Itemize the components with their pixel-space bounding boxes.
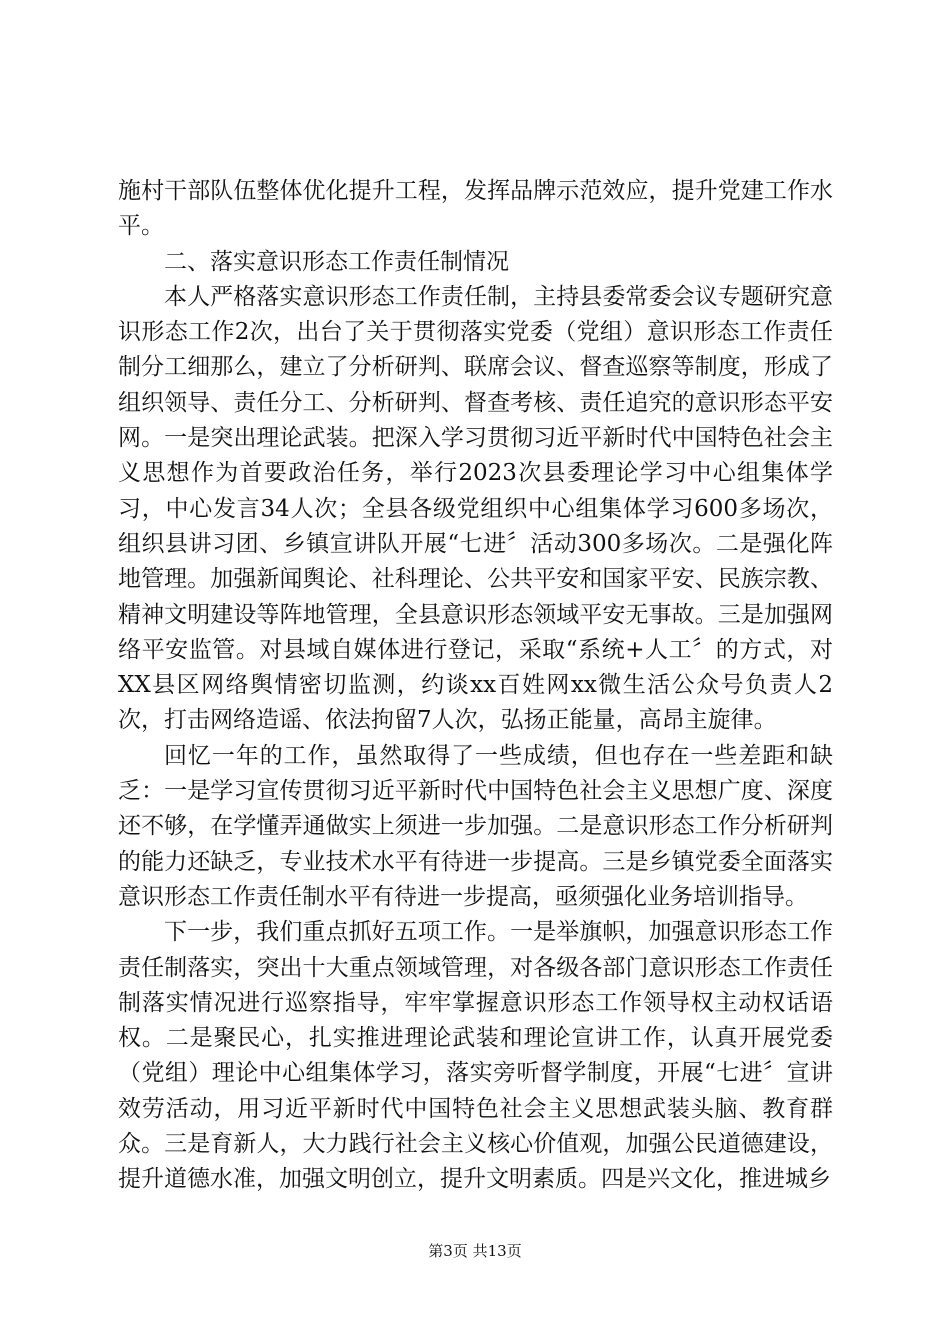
paragraph-review: 回忆一年的工作，虽然取得了一些成绩，但也存在一些差距和缺乏：一是学习宣传贯彻习近平新时代中国特色社会主义思想广度、深度还不够，在学懂弄通做实上须进一步加强。二是意识形态工作分析研判的能力还缺乏，专业技术水平有待进一步提高。三是乡镇党委全面落实意识形态工作责任制水平有待进一步提高，亟须强化业务培训指导。 (118, 742, 833, 910)
paragraph-continued: 施村干部队伍整体优化提升工程，发挥品牌示范效应，提升党建工作水平。 (118, 178, 833, 240)
document-body (118, 174, 833, 1198)
paragraph-next-steps: 下一步，我们重点抓好五项工作。一是举旗帜，加强意识形态工作责任制落实，突出十大重点领域管理，对各级各部门意识形态工作责任制落实情况进行巡察指导，牢牢掌握意识形态工作领导权主动权话语权。二是聚民心，扎实推进理论武装和理论宣讲工作，认真开展党委（党组）理论中心组集体学习，落实旁听督学制度，开展“七进〞宣讲效劳活动，用习近平新时代中国特色社会主义思想武装头脑、教育群众。三是育新人，大力践行社会主义核心价值观，加强公民道德建设，提升道德水准，加强文明创立，提升文明素质。四是兴文化，推进城乡 (118, 919, 833, 1193)
paragraph-responsibility: 本人严格落实意识形态工作责任制，主持县委常委会议专题研究意识形态工作2次，出台了关于贯彻落实党委（党组）意识形态工作责任制分工细那么，建立了分析研判、联席会议、督查巡察等制度，形成了组织领导、责任分工、分析研判、督查考核、责任追究的意识形态平安网。一是突出理论武装。把深入学习贯彻习近平新时代中国特色社会主义思想作为首要政治任务，举行2023次县委理论学习中心组集体学习，中心发言34人次；全县各级党组织中心组集体学习600多场次，组织县讲习团、乡镇宣讲队开展“七进〞活动300多场次。二是强化阵地管理。加强新闻舆论、社科理论、公共平安和国家平安、民族宗教、精神文明建设等阵地管理，全县意识形态领域平安无事故。三是加强网络平安监管。对县域自媒体进行登记，采取“系统+人工〞的方式，对XX县区网络舆情密切监测，约谈xx百姓网xx微生活公众号负责人2次，打击网络造谣、依法拘留7人次，弘扬正能量，高昂主旋律。 (118, 283, 833, 734)
section-heading: 二、落实意识形态工作责任制情况 (164, 248, 509, 275)
page-footer: 第3页 共13页 (428, 1242, 522, 1260)
